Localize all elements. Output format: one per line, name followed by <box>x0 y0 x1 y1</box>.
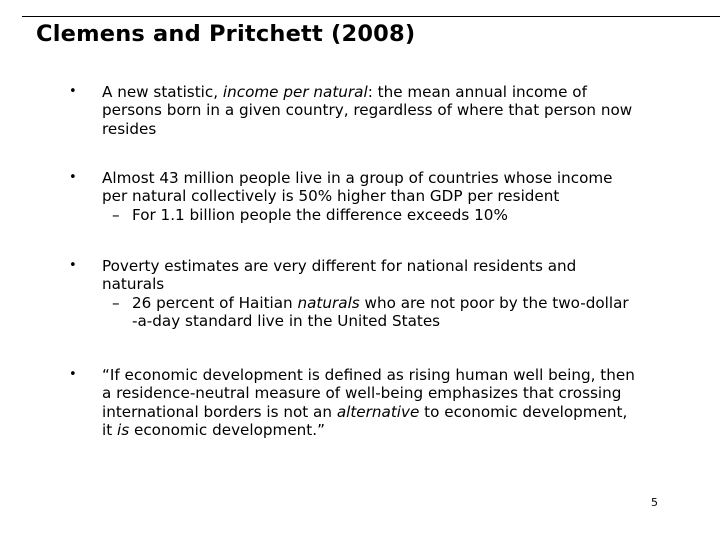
bullet-line <box>102 403 677 421</box>
sub-bullet-continuation: -a-day standard live in the United States <box>132 311 441 330</box>
italic-term: alternative <box>336 402 420 421</box>
bullet-text <box>102 83 677 138</box>
bullet-marker: • <box>69 258 77 273</box>
bullet-line: a residence-neutral measure of well-being emphasizes that crossing <box>102 384 622 403</box>
italic-term: income per natural <box>222 83 368 101</box>
text-run: who are not poor by the two-dollar <box>359 293 629 312</box>
bullet-text <box>102 366 677 439</box>
page-number: 5 <box>651 496 658 509</box>
bullet-line <box>102 421 677 439</box>
bullet-line: Almost 43 million people live in a group of countries whose income <box>102 169 613 187</box>
italic-term: is <box>117 420 130 439</box>
bullet-line <box>102 83 677 101</box>
sub-bullet-marker: – <box>112 293 120 312</box>
text-run: economic development.” <box>129 420 325 439</box>
bullet-line: per natural collectively is 50% higher than GDP per resident <box>102 187 560 206</box>
text-run: international borders is not an <box>102 402 337 421</box>
italic-term: naturals <box>297 293 360 312</box>
bullet-line: Poverty estimates are very different for national residents and <box>102 257 577 275</box>
sub-bullet-marker: – <box>112 205 120 224</box>
bullet-line: resides <box>102 119 157 138</box>
text-run: : the mean annual income of <box>367 83 587 101</box>
bullet-text <box>102 257 677 330</box>
bullet-marker: • <box>69 367 77 382</box>
bullet-line: naturals <box>102 275 165 294</box>
bullet-text <box>102 169 677 224</box>
bullet-line: “If economic development is defined as rising human well being, then <box>102 366 635 384</box>
slide-title: Clemens and Pritchett (2008) <box>36 21 416 47</box>
sub-bullet-text: For 1.1 billion people the difference exceeds 10% <box>132 205 508 224</box>
text-run: 26 percent of Haitian <box>132 293 298 312</box>
sub-bullet <box>102 294 677 312</box>
bullet-marker: • <box>69 84 77 99</box>
bullet-marker: • <box>69 170 77 185</box>
sub-bullet <box>102 206 677 224</box>
top-rule <box>22 16 720 17</box>
text-run: to economic development, <box>419 402 628 421</box>
text-run: it <box>102 420 118 439</box>
bullet-line: persons born in a given country, regardless of where that person now <box>102 101 633 120</box>
text-run: A new statistic, <box>102 83 223 101</box>
